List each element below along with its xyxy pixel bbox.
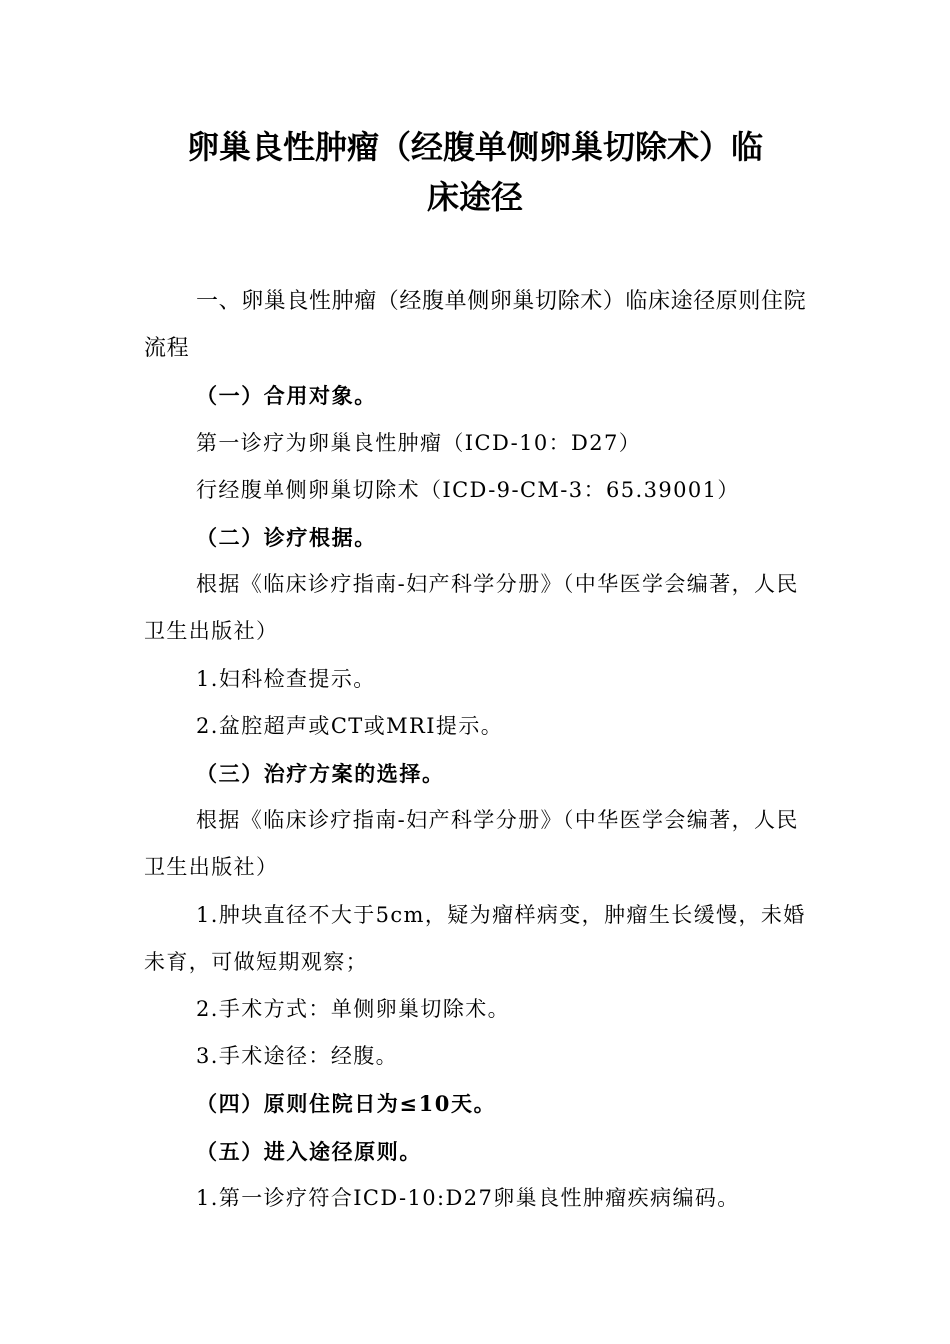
- subsection-heading-treatment-selection: （三）治疗方案的选择。: [196, 761, 445, 787]
- document-title-line-1: 卵巢良性肿瘤（经腹单侧卵巢切除术）临: [186, 128, 763, 166]
- paragraph-primary-diagnosis: 第一诊疗为卵巢良性肿瘤（ICD-10：D27）: [196, 430, 642, 455]
- subsection-heading-entry-criteria: （五）进入途径原则。: [196, 1138, 422, 1164]
- paragraph-surgery-approach: 3.手术途径：经腹。: [196, 1044, 399, 1069]
- document-title: [140, 122, 810, 222]
- paragraph-imaging: 2.盆腔超声或CT或MRI提示。: [196, 713, 504, 738]
- subsection-heading-applicable-objects: （一）合用对象。: [196, 383, 377, 409]
- paragraph-gyn-exam: 1.妇科检查提示。: [196, 666, 376, 691]
- paragraph-treatment-reference: 根据《临床诊疗指南-妇产科学分册》（中华医学会编著，人民卫生出版社）: [144, 808, 799, 880]
- document-body: [144, 278, 820, 1222]
- section-heading-1: 一、卵巢良性肿瘤（经腹单侧卵巢切除术）临床途径原则住院流程: [144, 289, 807, 362]
- paragraph-diagnosis-reference: 根据《临床诊疗指南-妇产科学分册》（中华医学会编著，人民卫生出版社）: [144, 572, 799, 644]
- subsection-heading-hospital-stay: （四）原则住院日为≤10天。: [196, 1091, 497, 1117]
- paragraph-observation-criteria: 1.肿块直径不大于5cm，疑为瘤样病变，肿瘤生长缓慢，未婚未育，可做短期观察；: [144, 902, 806, 974]
- paragraph-entry-diagnosis-code: 1.第一诊疗符合ICD-10:D27卵巢良性肿瘤疾病编码。: [196, 1185, 740, 1210]
- document-title-line-2: 床途径: [426, 178, 523, 216]
- paragraph-surgery-method: 2.手术方式：单侧卵巢切除术。: [196, 997, 511, 1022]
- subsection-heading-diagnosis-basis: （二）诊疗根据。: [196, 525, 377, 551]
- paragraph-procedure: 行经腹单侧卵巢切除术（ICD-9-CM-3：65.39001）: [196, 477, 740, 502]
